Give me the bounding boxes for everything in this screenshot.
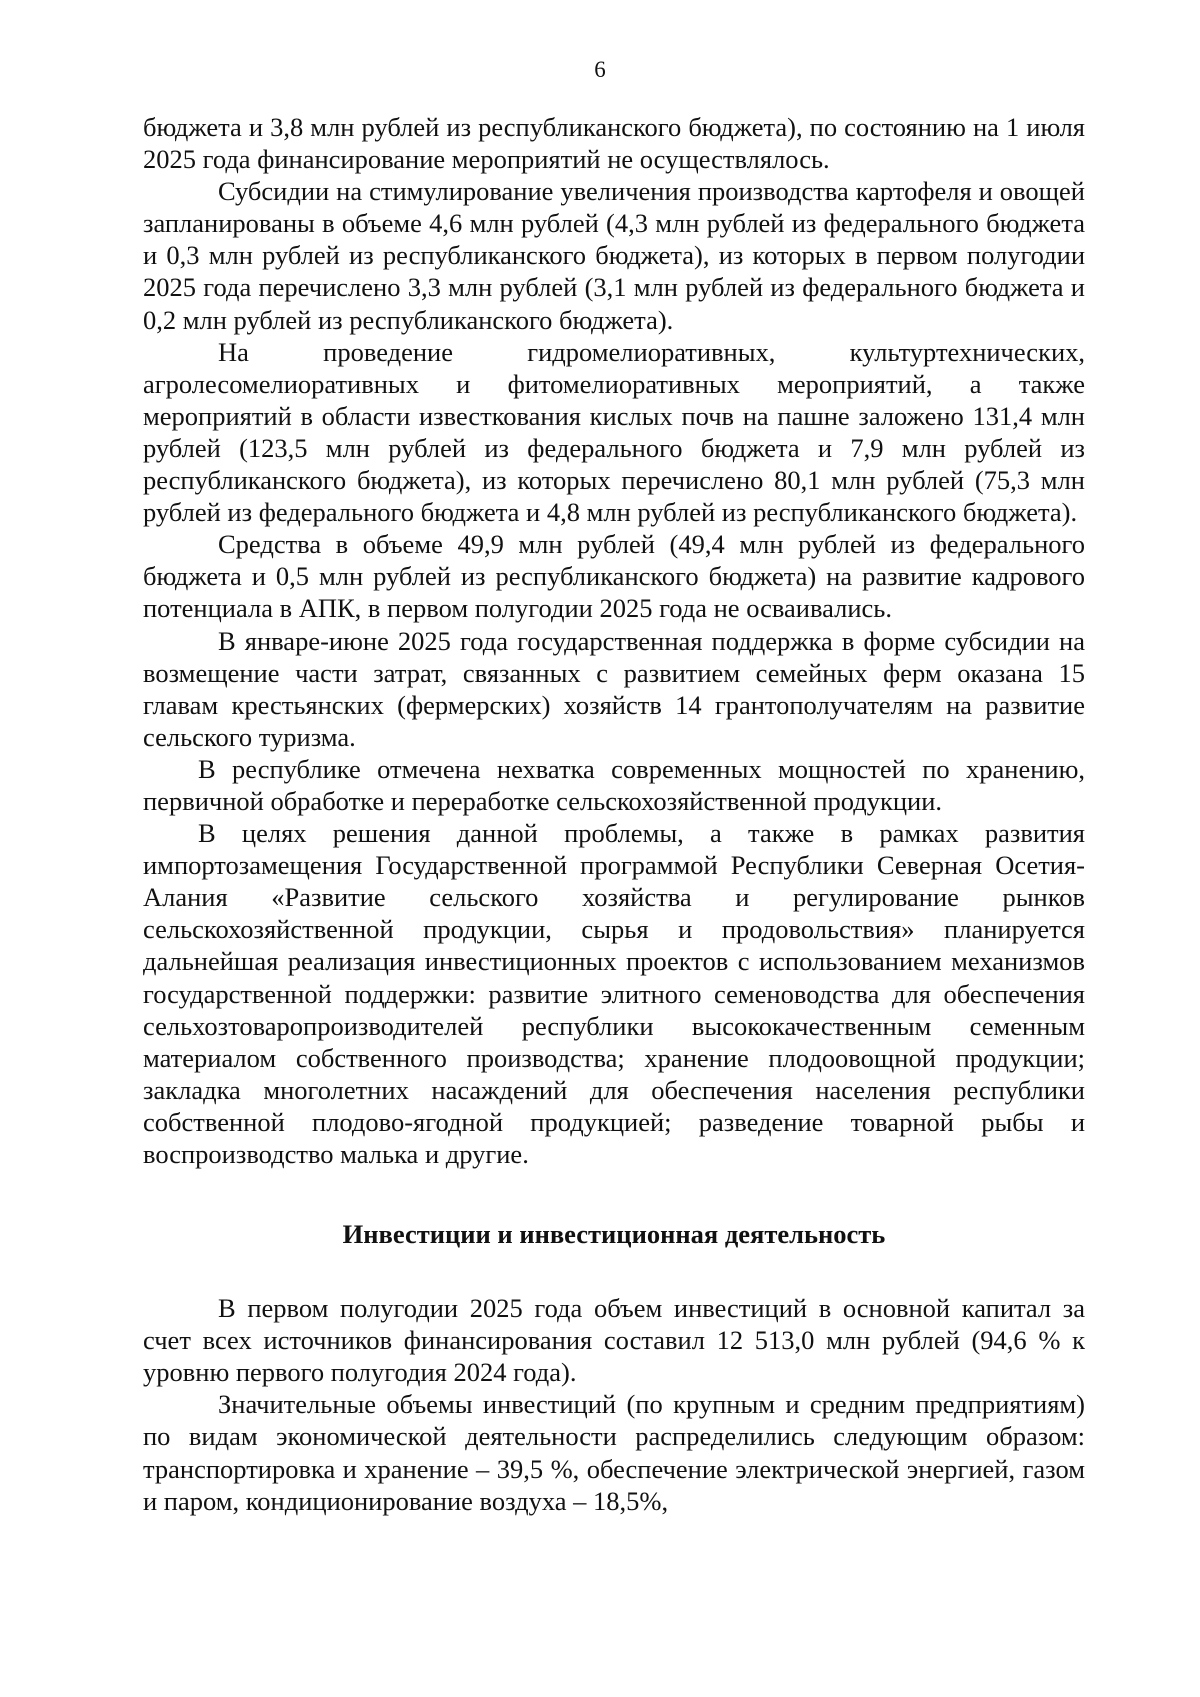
paragraph-continuation: бюджета и 3,8 млн рублей из республиканского бюджета), по состоянию на 1 июля 2025 года финансирование мероприятий не осуществлялось. (143, 112, 1085, 175)
paragraph-personnel-funds: Средства в объеме 49,9 млн рублей (49,4 млн рублей из федерального бюджета и 0,5 млн рублей из республиканского бюджета) на развитие кадрового потенциала в АПК, в первом полугодии 2025 года не осваивались. (143, 529, 1085, 624)
paragraph-investment-projects: В целях решения данной проблемы, а также в рамках развития импортозамещения Государственной программой Республики Северная Осетия-Алания «Развитие сельского хозяйства и регулирование рынков сельскохозяйственной продукции, сырья и продовольствия» планируется дальнейшая реализация инвестиционных проектов с использованием механизмов государственной поддержки: развитие элитного семеноводства для обеспечения сельхозтоваропроизводителей республики высококачественным семенным материалом собственного производства; хранение плодоовощной продукции; закладка многолетних насаждений для обеспечения населения республики собственной плодово-ягодной продукцией; разведение товарной рыбы и воспроизводство малька и другие. (143, 818, 1085, 1169)
paragraph-investment-distribution: Значительные объемы инвестиций (по крупным и средним предприятиям) по видам экономической деятельности распределились следующим образом: транспортировка и хранение – 39,5 %, обеспечение электрической энергией, газом и паром, кондиционирование воздуха – 18,5%, (143, 1389, 1085, 1516)
paragraph-potato-vegetable-subsidies: Субсидии на стимулирование увеличения производства картофеля и овощей запланированы в объеме 4,6 млн рублей (4,3 млн рублей из федерального бюджета и 0,3 млн рублей из республиканского бюджета), из которых в первом полугодии 2025 года перечислено 3,3 млн рублей (3,1 млн рублей из федерального бюджета и 0,2 млн рублей из республиканского бюджета). (143, 176, 1085, 335)
page-number: 6 (594, 57, 606, 82)
document-body (143, 111, 1085, 1517)
paragraph-land-reclamation: На проведение гидромелиоративных, культуртехнических, агролесомелиоративных и фитомелиоративных мероприятий, а также мероприятий в области известкования кислых почв на пашне заложено 131,4 млн рублей (123,5 млн рублей из федерального бюджета и 7,9 млн рублей из республиканского бюджета), из которых перечислено 80,1 млн рублей (75,3 млн рублей из федерального бюджета и 4,8 млн рублей из республиканского бюджета). (143, 336, 1085, 528)
paragraph-investment-volume: В первом полугодии 2025 года объем инвестиций в основной капитал за счет всех источников финансирования составил 12 513,0 млн рублей (94,6 % к уровню первого полугодия 2024 года). (143, 1293, 1085, 1388)
paragraph-storage-shortage: В республике отмечена нехватка современных мощностей по хранению, первичной обработке и переработке сельскохозяйственной продукции. (143, 753, 1085, 816)
paragraph-family-farms-support: В январе-июне 2025 года государственная поддержка в форме субсидии на возмещение части затрат, связанных с развитием семейных ферм оказана 15 главам крестьянских (фермерских) хозяйств 14 грантополучателям на развитие сельского туризма. (143, 625, 1085, 752)
section-heading: Инвестиции и инвестиционная деятельность (342, 1219, 886, 1250)
